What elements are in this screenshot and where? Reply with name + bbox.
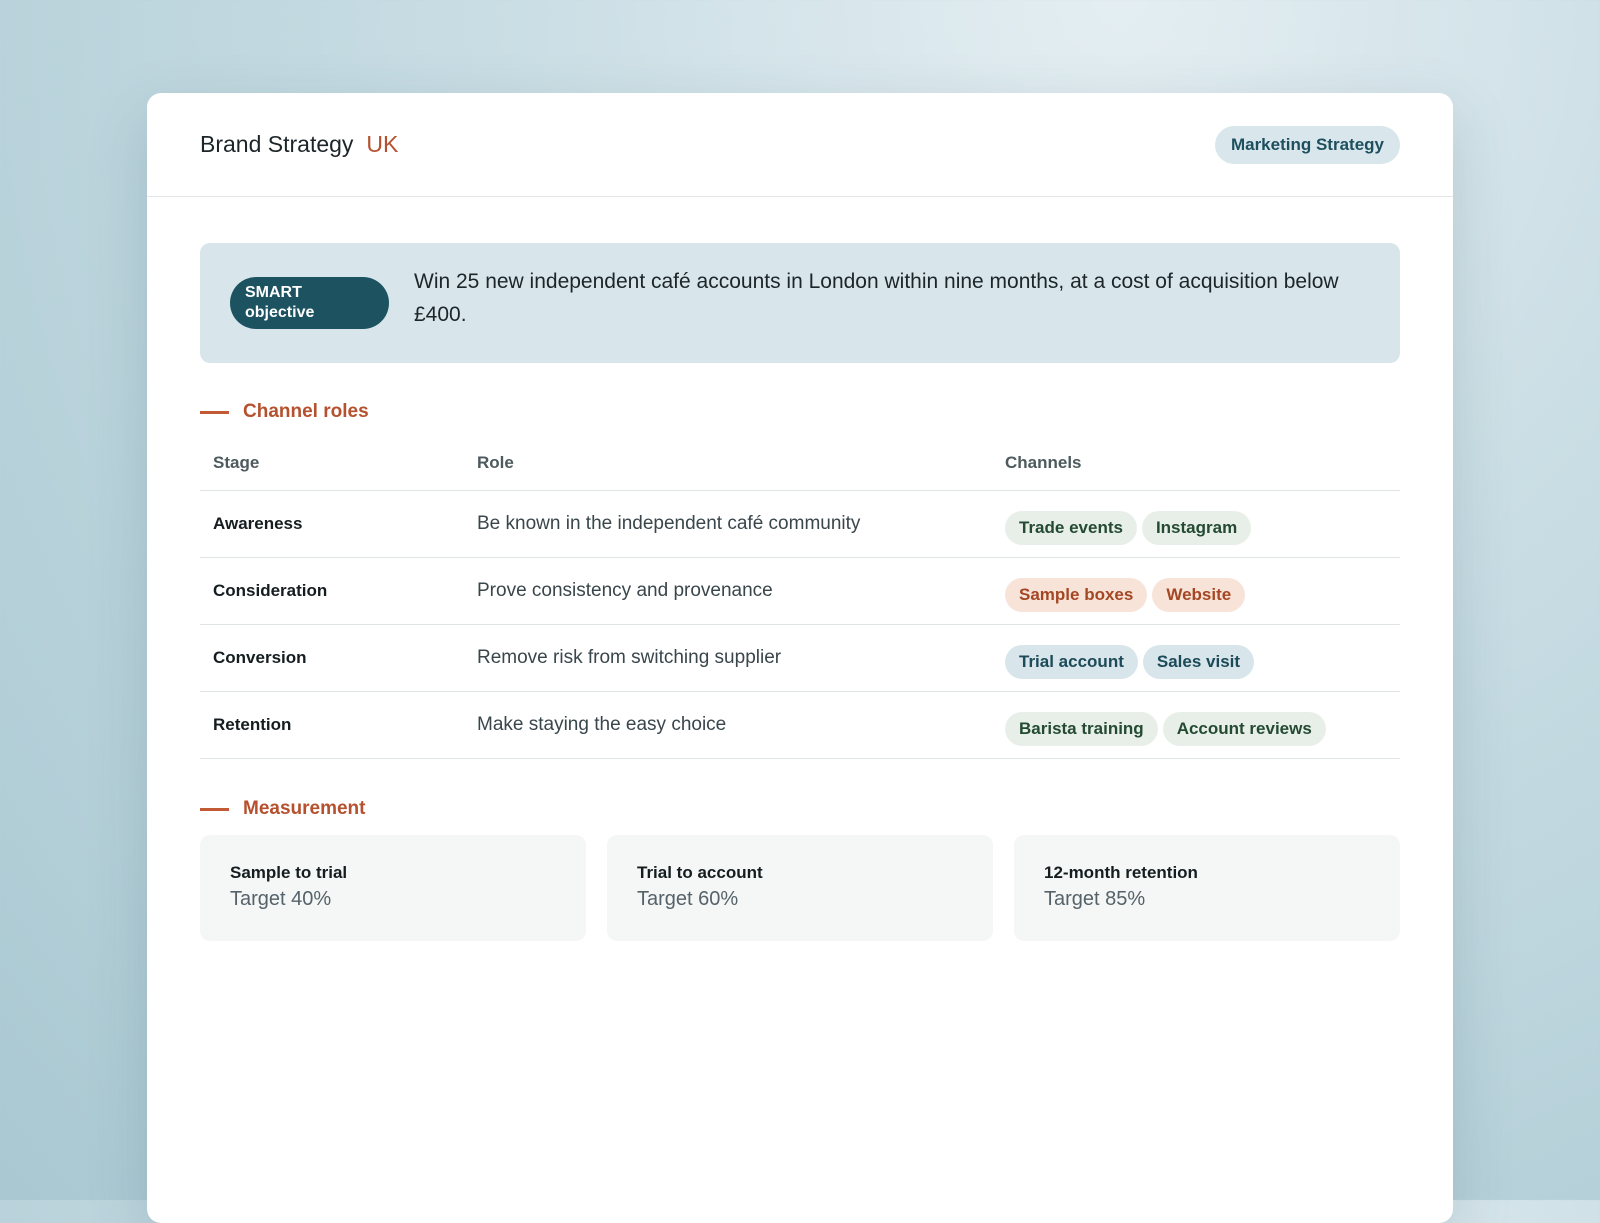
objective-text: Win 25 new independent café accounts in London within nine months, at a cost of acquisition below £400.	[414, 270, 1339, 326]
stage-cell: Consideration	[200, 558, 464, 625]
stage-cell: Awareness	[200, 491, 464, 558]
role-cell: Be known in the independent café community	[464, 491, 992, 558]
table-row	[200, 491, 1400, 558]
channel-chip: Barista training	[1005, 712, 1158, 746]
brand-region: UK	[366, 131, 399, 157]
metric-name: 12-month retention	[1044, 863, 1198, 882]
section-dash	[200, 411, 229, 414]
metric-target: Target 40%	[230, 888, 332, 910]
card-content	[147, 243, 1453, 941]
section-dash	[200, 808, 229, 811]
role-cell: Remove risk from switching supplier	[464, 625, 992, 692]
channel-chip: Sample boxes	[1005, 578, 1147, 612]
stage-cell: Conversion	[200, 625, 464, 692]
channel-chip: Trial account	[1005, 645, 1138, 679]
metric-card	[1014, 835, 1400, 941]
table-row	[200, 625, 1400, 692]
strategy-card	[147, 93, 1453, 1223]
channel-chip: Instagram	[1142, 511, 1251, 545]
smart-objective-pill: SMART objective	[230, 277, 389, 329]
metrics-row	[200, 835, 1400, 941]
card-header	[147, 93, 1453, 197]
channels-cell	[992, 692, 1400, 759]
channel-roles-title: Channel roles	[243, 401, 369, 422]
page-title	[200, 131, 398, 158]
channels-cell	[992, 558, 1400, 625]
metric-target: Target 60%	[637, 888, 739, 910]
column-header-channels: Channels	[992, 453, 1400, 491]
role-cell: Prove consistency and provenance	[464, 558, 992, 625]
category-badge: Marketing Strategy	[1215, 126, 1400, 164]
metric-card	[200, 835, 586, 941]
brand-name: Brand Strategy	[200, 131, 354, 157]
channel-chip: Trade events	[1005, 511, 1137, 545]
stage-cell: Retention	[200, 692, 464, 759]
channel-chip: Website	[1152, 578, 1245, 612]
metric-name: Sample to trial	[230, 863, 348, 882]
metric-name: Trial to account	[637, 863, 763, 882]
metric-target: Target 85%	[1044, 888, 1146, 910]
smart-objective-panel	[200, 243, 1400, 363]
channel-chip: Account reviews	[1163, 712, 1326, 746]
channels-cell	[992, 491, 1400, 558]
measurement-title: Measurement	[243, 798, 366, 819]
table-header-row	[200, 453, 1400, 491]
measurement-heading	[200, 798, 1400, 820]
channel-chip: Sales visit	[1143, 645, 1254, 679]
channels-cell	[992, 625, 1400, 692]
channel-roles-table	[200, 453, 1400, 759]
channel-roles-heading	[200, 401, 1400, 423]
metric-card	[607, 835, 993, 941]
column-header-stage: Stage	[200, 453, 464, 491]
table-row	[200, 558, 1400, 625]
column-header-role: Role	[464, 453, 992, 491]
role-cell: Make staying the easy choice	[464, 692, 992, 759]
table-row	[200, 692, 1400, 759]
